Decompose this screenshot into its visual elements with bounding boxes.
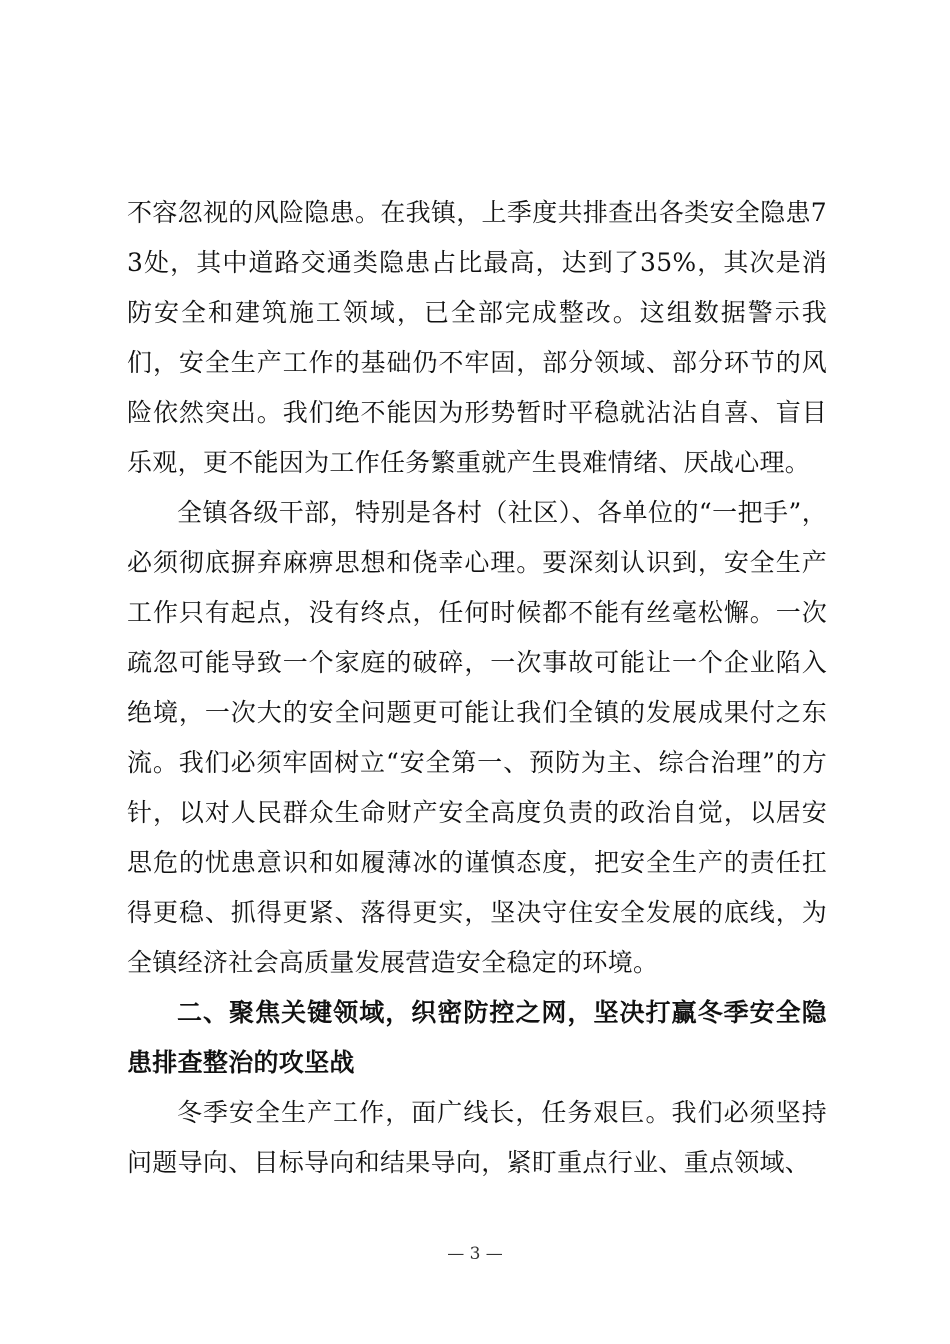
section-heading-2: 二、聚焦关键领域，织密防控之网，坚决打赢冬季安全隐患排查整治的攻坚战 xyxy=(127,998,827,1077)
paragraph-winter-safety: 冬季安全生产工作，面广线长，任务艰巨。我们必须坚持问题导向、目标导向和结果导向，紧盯重点行业、重点领域、 xyxy=(127,1098,827,1177)
paragraph-cadre-responsibility: 全镇各级干部，特别是各村（社区）、各单位的“一把手”，必须彻底摒弃麻痹思想和侥幸心理。要深刻认识到，安全生产工作只有起点，没有终点，任何时候都不能有丝毫松懈。一次疏忽可能导致一个家庭的破碎，一次事故可能让一个企业陷入绝境，一次大的安全问题更可能让我们全镇的发展成果付之东流。我们必须牢固树立“安全第一、预防为主、综合治理”的方针，以对人民群众生命财产安全高度负责的政治自觉，以居安思危的忧患意识和如履薄冰的谨慎态度，把安全生产的责任扛得更稳、抓得更紧、落得更实，坚决守住安全发展的底线，为全镇经济社会高质量发展营造安全稳定的环境。 xyxy=(127,498,827,977)
document-body xyxy=(127,188,827,1188)
page-number: — 3 — xyxy=(447,1244,503,1264)
paragraph-risk-data: 不容忽视的风险隐患。在我镇，上季度共排查出各类安全隐患73处，其中道路交通类隐患占比最高，达到了35%，其次是消防安全和建筑施工领域，已全部完成整改。这组数据警示我们，安全生产工作的基础仍不牢固，部分领域、部分环节的风险依然突出。我们绝不能因为形势暂时平稳就沾沾自喜、盲目乐观，更不能因为工作任务繁重就产生畏难情绪、厌战心理。 xyxy=(127,198,827,477)
